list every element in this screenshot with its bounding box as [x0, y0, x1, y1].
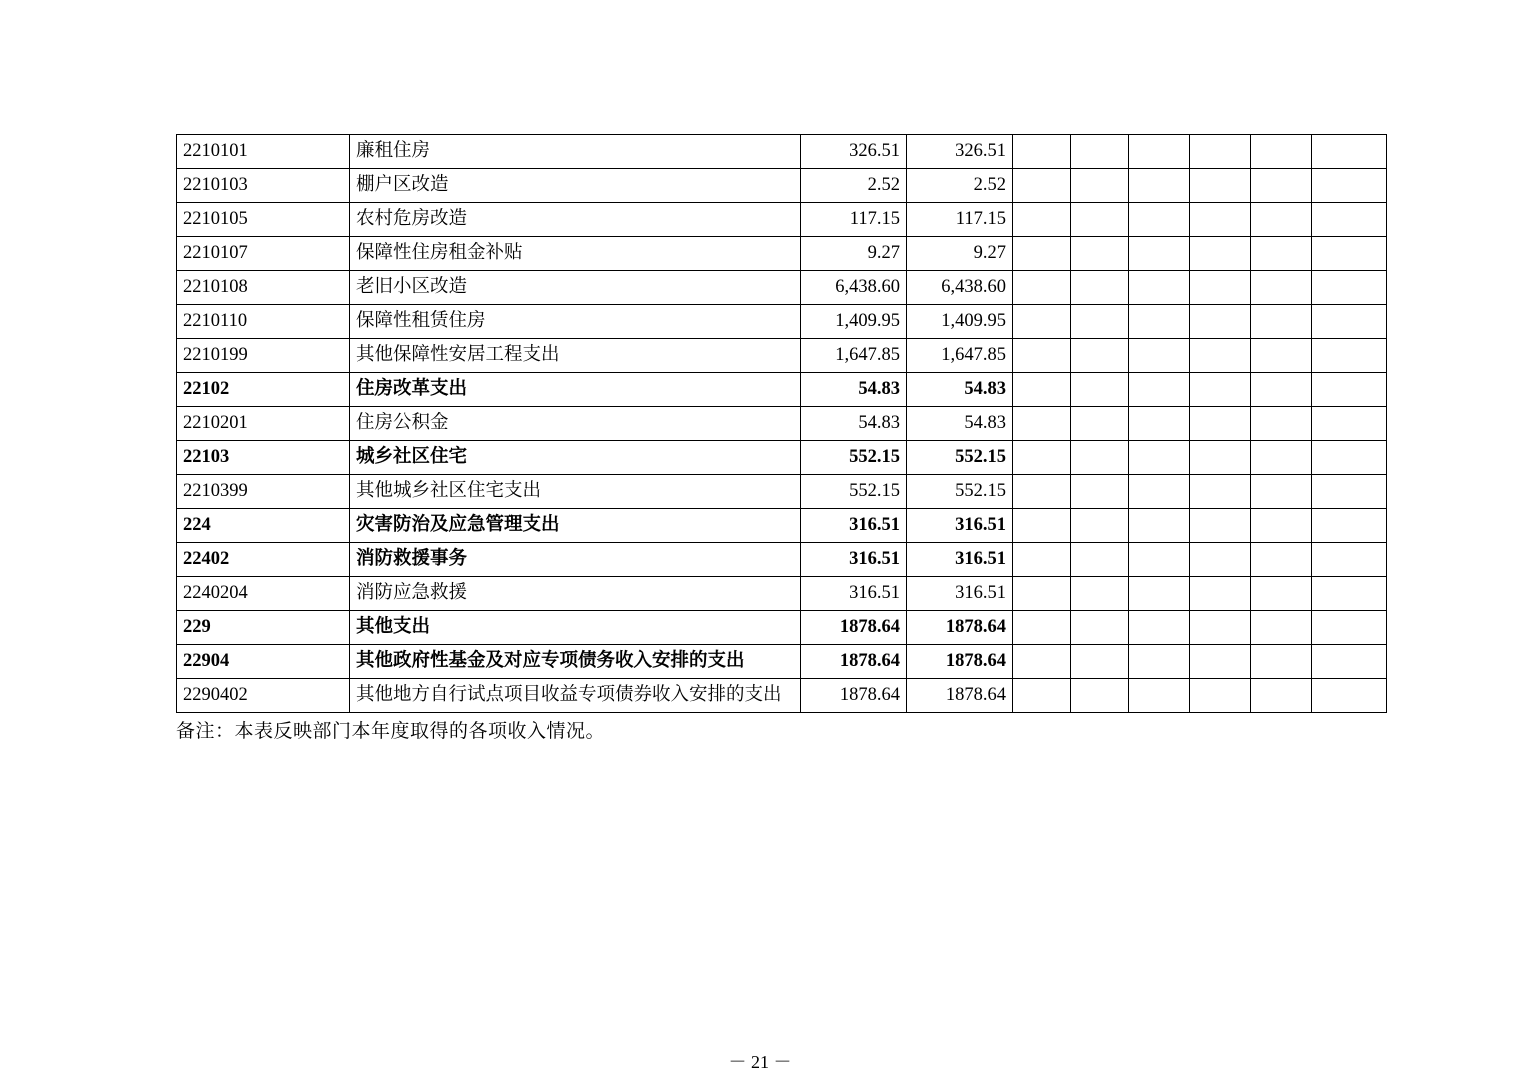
cell-blank [1312, 339, 1387, 373]
cell-code: 2210399 [177, 475, 350, 509]
cell-value-2: 1,409.95 [907, 305, 1013, 339]
cell-blank [1071, 203, 1129, 237]
cell-code: 2240204 [177, 577, 350, 611]
cell-blank [1190, 271, 1251, 305]
cell-blank [1013, 305, 1071, 339]
cell-item-name: 城乡社区住宅 [350, 441, 801, 475]
cell-value-2: 1,647.85 [907, 339, 1013, 373]
cell-blank [1129, 203, 1190, 237]
table-row [177, 577, 1387, 611]
cell-code: 22402 [177, 543, 350, 577]
cell-blank [1251, 305, 1312, 339]
cell-blank [1312, 305, 1387, 339]
cell-item-name: 其他保障性安居工程支出 [350, 339, 801, 373]
cell-blank [1190, 373, 1251, 407]
cell-blank [1251, 237, 1312, 271]
cell-blank [1129, 373, 1190, 407]
cell-blank [1013, 441, 1071, 475]
cell-blank [1190, 203, 1251, 237]
cell-blank [1251, 543, 1312, 577]
cell-item-name: 保障性租赁住房 [350, 305, 801, 339]
cell-value-2: 552.15 [907, 441, 1013, 475]
cell-blank [1129, 271, 1190, 305]
cell-blank [1071, 679, 1129, 713]
cell-blank [1071, 305, 1129, 339]
cell-blank [1013, 475, 1071, 509]
cell-value-2: 316.51 [907, 577, 1013, 611]
cell-blank [1013, 543, 1071, 577]
cell-blank [1013, 169, 1071, 203]
cell-code: 2210101 [177, 135, 350, 169]
cell-blank [1013, 577, 1071, 611]
cell-blank [1013, 679, 1071, 713]
cell-blank [1129, 543, 1190, 577]
cell-blank [1251, 203, 1312, 237]
cell-blank [1251, 135, 1312, 169]
cell-blank [1190, 509, 1251, 543]
cell-blank [1190, 441, 1251, 475]
budget-expenditure-table-container [176, 134, 1344, 713]
cell-blank [1190, 543, 1251, 577]
table-row [177, 679, 1387, 713]
cell-blank [1013, 611, 1071, 645]
cell-item-name: 灾害防治及应急管理支出 [350, 509, 801, 543]
cell-blank [1071, 135, 1129, 169]
cell-blank [1190, 577, 1251, 611]
cell-blank [1312, 645, 1387, 679]
cell-blank [1129, 305, 1190, 339]
cell-blank [1251, 373, 1312, 407]
cell-blank [1251, 645, 1312, 679]
cell-blank [1013, 407, 1071, 441]
table-row [177, 645, 1387, 679]
cell-blank [1129, 509, 1190, 543]
cell-blank [1251, 611, 1312, 645]
cell-item-name: 保障性住房租金补贴 [350, 237, 801, 271]
cell-code: 2210105 [177, 203, 350, 237]
table-row [177, 305, 1387, 339]
cell-code: 224 [177, 509, 350, 543]
cell-blank [1071, 169, 1129, 203]
cell-blank [1312, 169, 1387, 203]
cell-code: 2210201 [177, 407, 350, 441]
cell-blank [1190, 475, 1251, 509]
cell-blank [1190, 135, 1251, 169]
cell-blank [1312, 611, 1387, 645]
cell-blank [1071, 441, 1129, 475]
cell-blank [1251, 407, 1312, 441]
cell-value-2: 6,438.60 [907, 271, 1013, 305]
cell-blank [1071, 271, 1129, 305]
cell-item-name: 住房公积金 [350, 407, 801, 441]
table-row [177, 475, 1387, 509]
cell-blank [1251, 169, 1312, 203]
cell-value-2: 54.83 [907, 407, 1013, 441]
cell-blank [1071, 237, 1129, 271]
cell-item-name: 消防救援事务 [350, 543, 801, 577]
cell-blank [1312, 509, 1387, 543]
cell-item-name: 棚户区改造 [350, 169, 801, 203]
cell-blank [1312, 271, 1387, 305]
cell-blank [1129, 339, 1190, 373]
cell-blank [1071, 509, 1129, 543]
cell-blank [1071, 475, 1129, 509]
cell-blank [1071, 339, 1129, 373]
cell-value-2: 1878.64 [907, 679, 1013, 713]
cell-blank [1013, 237, 1071, 271]
cell-blank [1129, 237, 1190, 271]
cell-blank [1251, 577, 1312, 611]
cell-value-1: 326.51 [801, 135, 907, 169]
cell-blank [1312, 373, 1387, 407]
cell-code: 229 [177, 611, 350, 645]
table-row [177, 373, 1387, 407]
cell-blank [1312, 441, 1387, 475]
cell-value-1: 2.52 [801, 169, 907, 203]
cell-blank [1190, 169, 1251, 203]
cell-item-name: 其他城乡社区住宅支出 [350, 475, 801, 509]
cell-blank [1071, 373, 1129, 407]
cell-item-name: 农村危房改造 [350, 203, 801, 237]
table-row [177, 203, 1387, 237]
cell-blank [1129, 475, 1190, 509]
cell-blank [1129, 577, 1190, 611]
cell-blank [1251, 509, 1312, 543]
table-body [177, 135, 1387, 713]
table-note: 备注：本表反映部门本年度取得的各项收入情况。 [176, 721, 606, 742]
cell-blank [1251, 441, 1312, 475]
cell-value-2: 316.51 [907, 509, 1013, 543]
cell-blank [1013, 203, 1071, 237]
cell-blank [1013, 645, 1071, 679]
cell-value-1: 316.51 [801, 509, 907, 543]
cell-code: 22904 [177, 645, 350, 679]
cell-code: 2210110 [177, 305, 350, 339]
table-row [177, 441, 1387, 475]
cell-blank [1013, 509, 1071, 543]
cell-value-2: 1878.64 [907, 645, 1013, 679]
cell-blank [1071, 407, 1129, 441]
cell-code: 2290402 [177, 679, 350, 713]
cell-blank [1013, 373, 1071, 407]
cell-blank [1190, 339, 1251, 373]
budget-expenditure-table [176, 134, 1387, 713]
table-row [177, 237, 1387, 271]
cell-blank [1129, 645, 1190, 679]
cell-blank [1251, 339, 1312, 373]
table-row [177, 135, 1387, 169]
cell-value-2: 316.51 [907, 543, 1013, 577]
cell-item-name: 其他政府性基金及对应专项债务收入安排的支出 [350, 645, 801, 679]
table-row [177, 169, 1387, 203]
cell-blank [1129, 169, 1190, 203]
cell-value-1: 1,647.85 [801, 339, 907, 373]
cell-blank [1312, 237, 1387, 271]
cell-value-1: 54.83 [801, 373, 907, 407]
cell-blank [1013, 135, 1071, 169]
cell-blank [1312, 203, 1387, 237]
cell-value-1: 1878.64 [801, 645, 907, 679]
cell-blank [1190, 237, 1251, 271]
cell-blank [1129, 679, 1190, 713]
table-row [177, 407, 1387, 441]
cell-value-1: 1878.64 [801, 611, 907, 645]
cell-blank [1129, 441, 1190, 475]
table-row [177, 543, 1387, 577]
cell-value-2: 552.15 [907, 475, 1013, 509]
cell-blank [1312, 135, 1387, 169]
cell-blank [1129, 135, 1190, 169]
cell-blank [1190, 679, 1251, 713]
cell-blank [1312, 407, 1387, 441]
cell-value-2: 9.27 [907, 237, 1013, 271]
cell-value-2: 2.52 [907, 169, 1013, 203]
page-number: － 21 － [728, 1052, 792, 1072]
cell-item-name: 老旧小区改造 [350, 271, 801, 305]
cell-value-2: 326.51 [907, 135, 1013, 169]
cell-item-name: 其他地方自行试点项目收益专项债券收入安排的支出 [350, 679, 801, 713]
cell-value-1: 316.51 [801, 577, 907, 611]
cell-blank [1312, 475, 1387, 509]
cell-blank [1071, 645, 1129, 679]
cell-blank [1129, 407, 1190, 441]
cell-value-1: 316.51 [801, 543, 907, 577]
cell-blank [1312, 679, 1387, 713]
cell-value-1: 9.27 [801, 237, 907, 271]
cell-blank [1251, 271, 1312, 305]
cell-value-1: 1878.64 [801, 679, 907, 713]
cell-code: 22102 [177, 373, 350, 407]
cell-value-2: 1878.64 [907, 611, 1013, 645]
table-row [177, 339, 1387, 373]
cell-blank [1312, 543, 1387, 577]
cell-blank [1251, 679, 1312, 713]
cell-item-name: 廉租住房 [350, 135, 801, 169]
cell-blank [1190, 305, 1251, 339]
cell-code: 22103 [177, 441, 350, 475]
cell-blank [1071, 543, 1129, 577]
cell-item-name: 住房改革支出 [350, 373, 801, 407]
cell-value-1: 117.15 [801, 203, 907, 237]
cell-code: 2210108 [177, 271, 350, 305]
cell-blank [1071, 577, 1129, 611]
table-row [177, 611, 1387, 645]
cell-item-name: 消防应急救援 [350, 577, 801, 611]
cell-code: 2210199 [177, 339, 350, 373]
cell-blank [1013, 339, 1071, 373]
cell-blank [1251, 475, 1312, 509]
cell-value-1: 552.15 [801, 475, 907, 509]
cell-value-1: 1,409.95 [801, 305, 907, 339]
cell-value-1: 54.83 [801, 407, 907, 441]
table-row [177, 271, 1387, 305]
cell-blank [1312, 577, 1387, 611]
cell-value-1: 552.15 [801, 441, 907, 475]
cell-value-2: 54.83 [907, 373, 1013, 407]
cell-value-1: 6,438.60 [801, 271, 907, 305]
cell-code: 2210103 [177, 169, 350, 203]
table-row [177, 509, 1387, 543]
cell-blank [1071, 611, 1129, 645]
cell-item-name: 其他支出 [350, 611, 801, 645]
cell-blank [1190, 611, 1251, 645]
cell-blank [1190, 645, 1251, 679]
cell-blank [1190, 407, 1251, 441]
cell-blank [1013, 271, 1071, 305]
cell-blank [1129, 611, 1190, 645]
cell-value-2: 117.15 [907, 203, 1013, 237]
cell-code: 2210107 [177, 237, 350, 271]
